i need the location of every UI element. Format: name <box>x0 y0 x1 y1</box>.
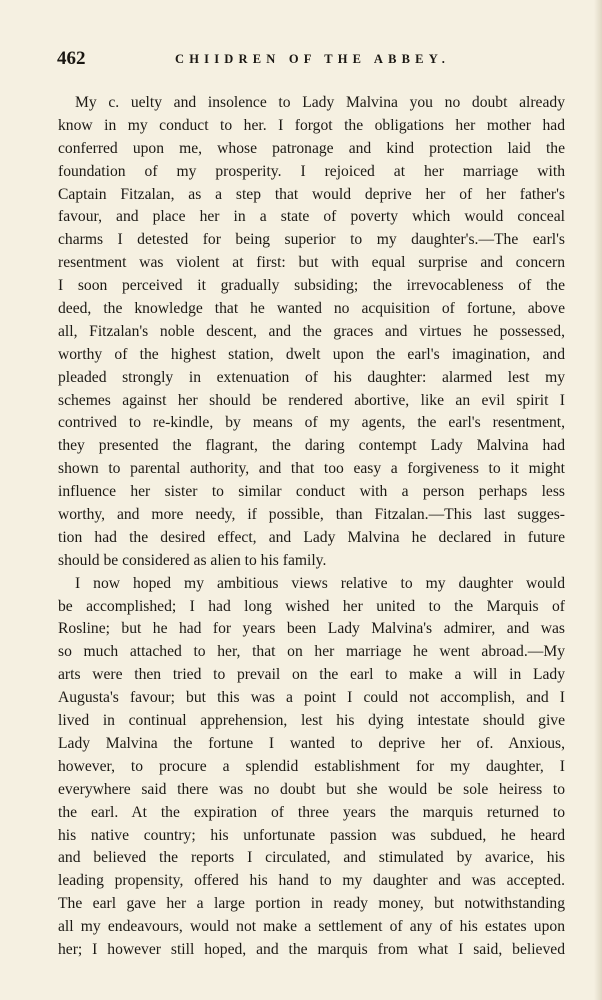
text-line: they presented the flagrant, the daring contempt Lady Malvina had <box>58 437 565 455</box>
page-header <box>57 47 567 71</box>
text-line: pleaded strongly in extenuation of his daughter: alarmed lest my <box>58 368 565 386</box>
text-line: contrived to re-kindle, by means of my agents, the earl's resentment, <box>58 414 565 432</box>
page-edge-shadow <box>594 0 602 1000</box>
text-line: everywhere said there was no doubt but she would be sole heiress to <box>58 780 565 798</box>
text-line: worthy, and more needy, if possible, than Fitzalan.—This last sugges- <box>58 506 565 524</box>
text-line: be accomplished; I had long wished her united to the Marquis of <box>58 597 565 615</box>
body-text <box>58 92 565 962</box>
text-line: should be considered as alien to his family. <box>58 551 327 569</box>
text-line: the earl. At the expiration of three years the marquis returned to <box>58 803 565 821</box>
text-line: Lady Malvina the fortune I wanted to deprive her of. Anxious, <box>58 734 565 752</box>
text-line: foundation of my prosperity. I rejoiced at her marriage with <box>58 162 565 180</box>
text-line: charms I detested for being superior to my daughter's.—The earl's <box>58 231 565 249</box>
text-line: leading propensity, offered his hand to my daughter and was accepted. <box>58 872 565 890</box>
text-line: however, to procure a splendid establishment for my daughter, I <box>58 757 565 775</box>
text-line: deed, the knowledge that he wanted no acquisition of fortune, above <box>58 300 565 318</box>
text-line: schemes against her should be rendered abortive, like an evil spirit I <box>58 391 565 409</box>
text-line: all my endeavours, would not make a settlement of any of his estates upon <box>58 918 565 936</box>
text-line: arts were then tried to prevail on the earl to make a will in Lady <box>58 666 565 684</box>
text-line: and believed the reports I circulated, and stimulated by avarice, his <box>58 849 565 867</box>
text-line: My c. uelty and insolence to Lady Malvina you no doubt already <box>75 94 565 111</box>
text-line: all, Fitzalan's noble descent, and the graces and virtues he possessed, <box>58 322 565 340</box>
text-line: I soon perceived it gradually subsiding; the irrevocableness of the <box>58 277 565 295</box>
text-line: favour, and place her in a state of poverty which would conceal <box>58 208 565 226</box>
text-line: I now hoped my ambitious views relative to my daughter would <box>75 574 565 592</box>
text-line: so much attached to her, that on her marriage he went abroad.—My <box>58 643 565 661</box>
text-line: resentment was violent at first: but with equal surprise and concern <box>58 254 565 272</box>
text-line: Captain Fitzalan, as a step that would deprive her of her father's <box>58 185 565 203</box>
running-head: CHIIDREN OF THE ABBEY. <box>175 52 451 66</box>
text-line: his native country; his unfortunate passion was subdued, he heard <box>58 826 565 844</box>
text-line: know in my conduct to her. I forgot the obligations her mother had <box>58 116 565 134</box>
text-line: influence her sister to similar conduct with a person perhaps less <box>58 483 565 501</box>
text-line: shown to parental authority, and that too easy a forgiveness to it might <box>58 460 565 478</box>
text-line: Augusta's favour; but this was a point I could not accomplish, and I <box>58 689 565 707</box>
text-line: conferred upon me, whose patronage and kind protection laid the <box>58 139 565 157</box>
text-line: worthy of the highest station, dwelt upon the earl's imagination, and <box>58 345 565 363</box>
text-line: her; I however still hoped, and the marquis from what I said, believed <box>58 940 565 958</box>
text-line: lived in continual apprehension, lest his dying intestate should give <box>58 712 565 730</box>
text-line: Rosline; but he had for years been Lady Malvina's admirer, and was <box>58 620 565 638</box>
text-line: tion had the desired effect, and Lady Malvina he declared in future <box>58 528 565 546</box>
text-line: The earl gave her a large portion in ready money, but notwithstanding <box>58 895 565 913</box>
page-number: 462 <box>57 48 86 69</box>
